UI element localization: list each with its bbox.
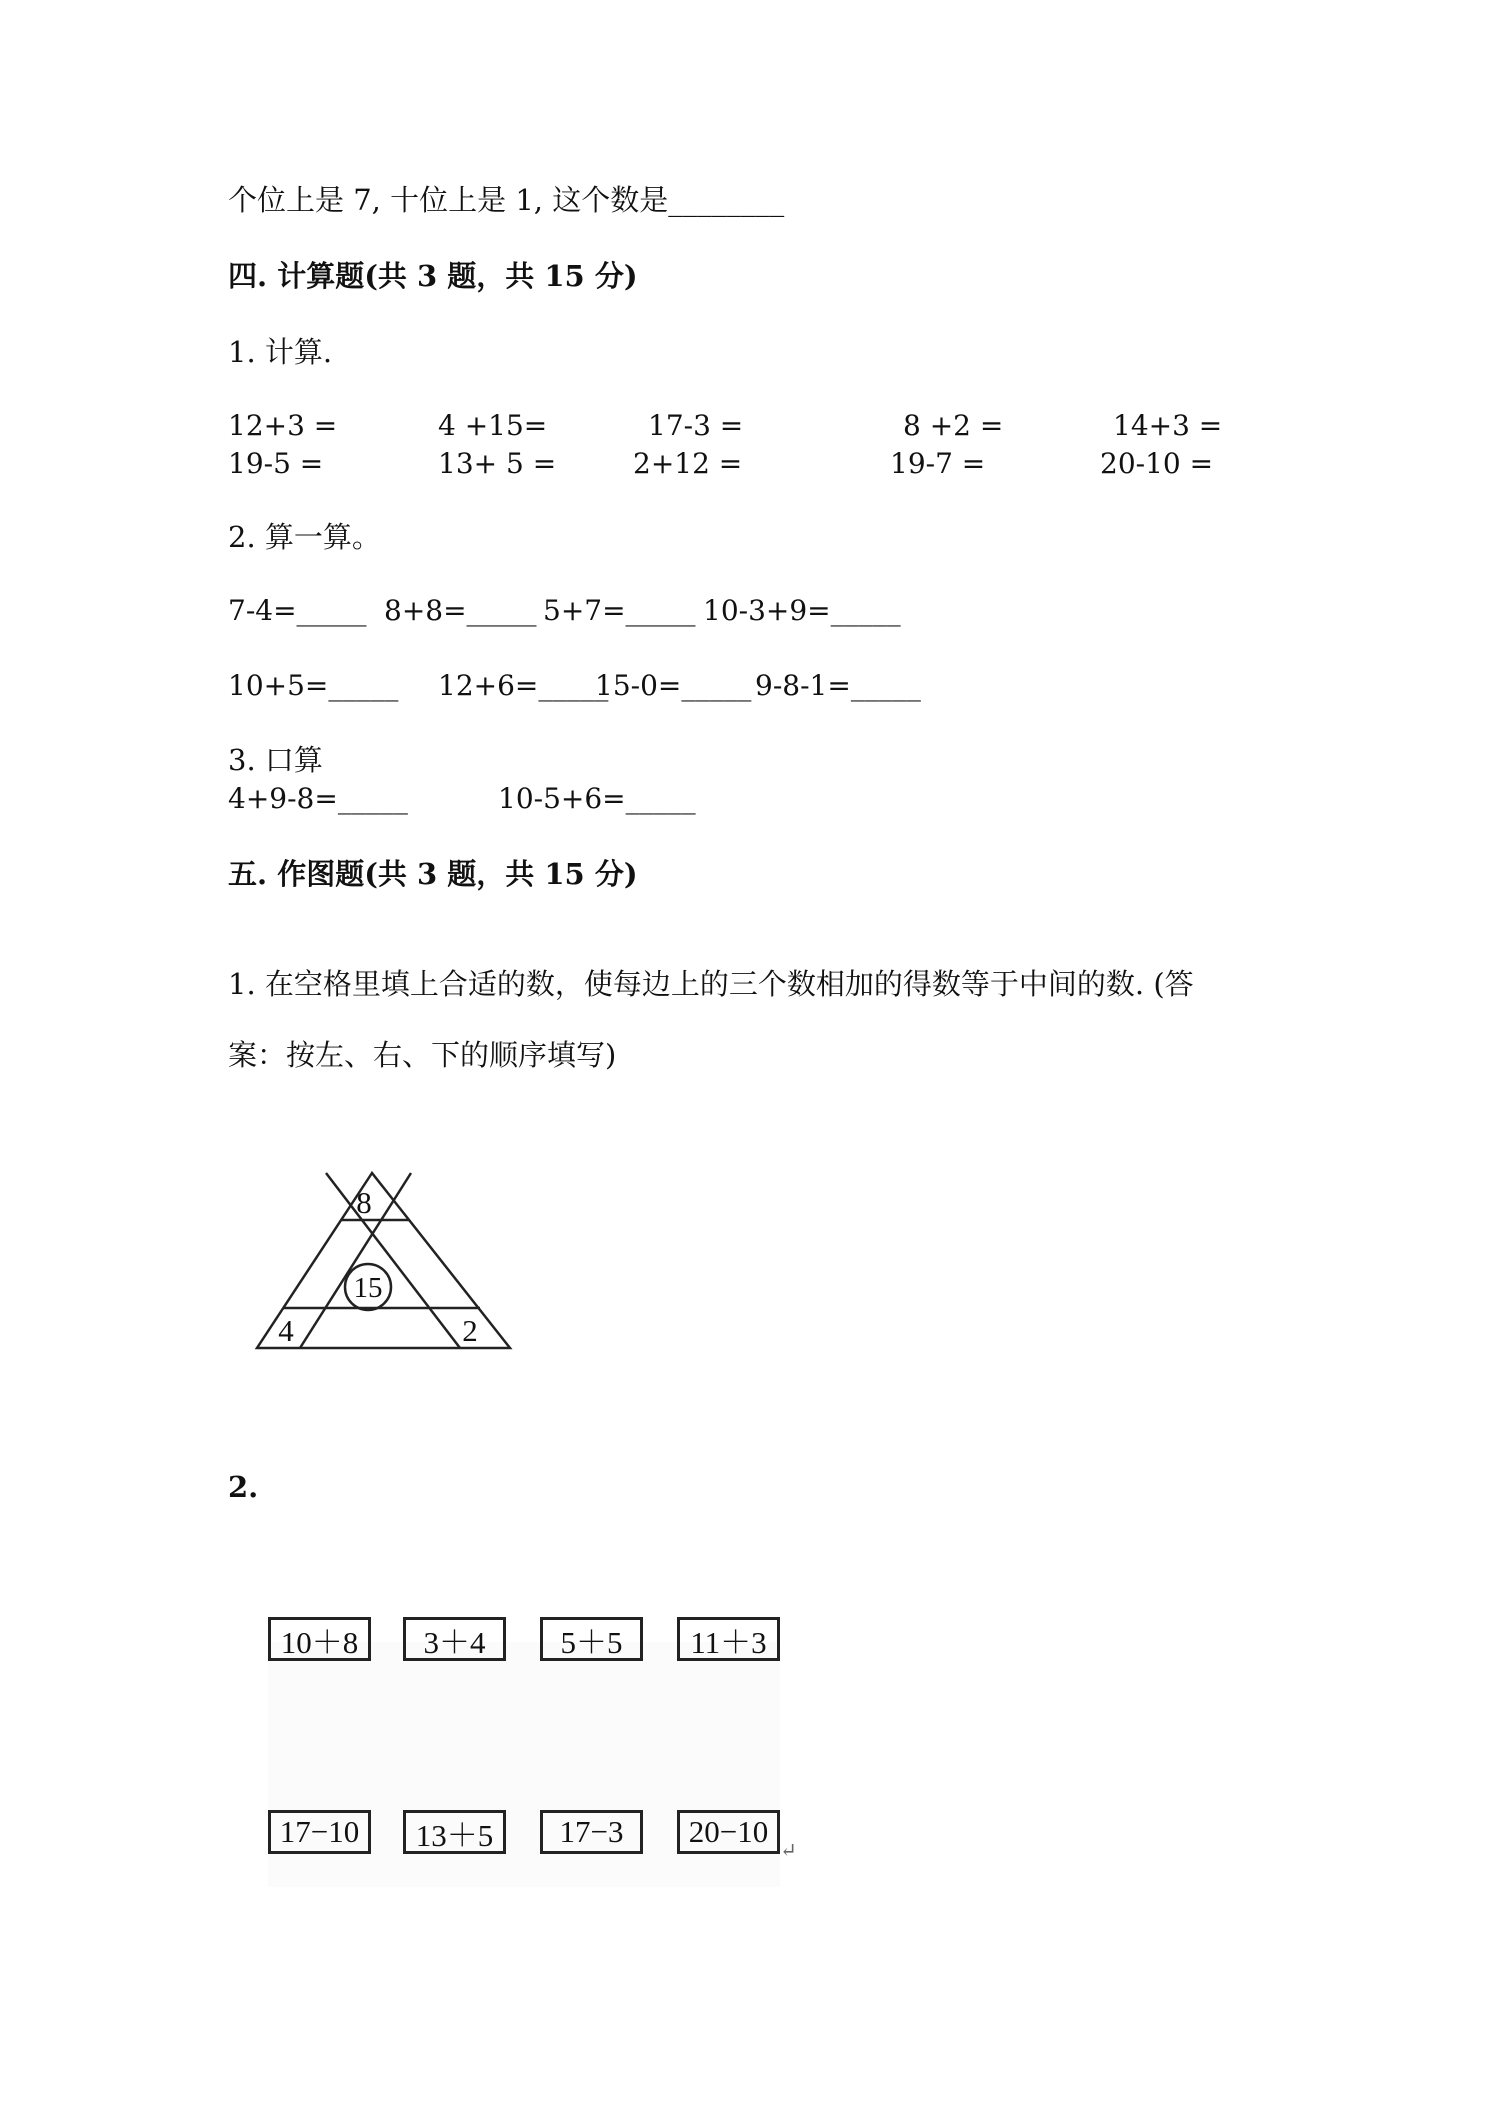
calc-item: 4 +15= xyxy=(438,409,548,442)
section-title-calculation: 四. 计算题(共 3 题，共 15 分) xyxy=(228,259,638,293)
result-box: 13＋5 xyxy=(403,1810,506,1854)
top-number: 8 xyxy=(356,1185,372,1220)
result-box: 20−10 xyxy=(677,1810,780,1854)
question-3-label: 3. 口算 xyxy=(228,743,323,777)
blank-item: 10-3+9=_____ xyxy=(703,594,901,627)
question-1-label: 1. 计算. xyxy=(228,335,333,369)
triangle-figure xyxy=(250,1165,520,1360)
calc-item: 19-7 = xyxy=(890,447,986,480)
blank-item: 7-4=_____ xyxy=(228,594,367,627)
calc-item: 19-5 = xyxy=(228,447,324,480)
expression-box: 5＋5 xyxy=(540,1617,643,1661)
right-number: 2 xyxy=(462,1313,478,1348)
calc-item: 13+ 5 = xyxy=(438,447,557,480)
expression-box: 11＋3 xyxy=(677,1617,780,1661)
question-text-line-1: 1. 在空格里填上合适的数，使每边上的三个数相加的得数等于中间的数. (答 xyxy=(228,967,1194,1001)
calc-item: 8 +2 = xyxy=(903,409,1004,442)
blank-item: 10-5+6=_____ xyxy=(498,782,696,815)
blank-item: 12+6=_____ xyxy=(438,669,609,702)
question-2-number: 2. xyxy=(228,1470,259,1504)
paragraph-return-mark: ↵ xyxy=(780,1838,797,1862)
center-number: 15 xyxy=(353,1272,383,1304)
blank-item: 8+8=_____ xyxy=(384,594,537,627)
section-title-drawing: 五. 作图题(共 3 题，共 15 分) xyxy=(228,857,638,891)
calc-item: 2+12 = xyxy=(633,447,743,480)
question-2-label: 2. 算一算。 xyxy=(228,520,381,554)
calc-item: 14+3 = xyxy=(1113,409,1223,442)
result-box: 17−10 xyxy=(268,1810,371,1854)
blank-item: 10+5=_____ xyxy=(228,669,399,702)
fill-in-blank-question: 个位上是 7, 十位上是 1, 这个数是________ xyxy=(228,183,785,217)
left-number: 4 xyxy=(278,1313,294,1348)
blank-item: 4+9-8=_____ xyxy=(228,782,408,815)
calc-item: 20-10 = xyxy=(1100,447,1214,480)
expression-box: 10＋8 xyxy=(268,1617,371,1661)
expression-box: 3＋4 xyxy=(403,1617,506,1661)
result-box: 17−3 xyxy=(540,1810,643,1854)
blank-item: 5+7=_____ xyxy=(543,594,696,627)
question-text-line-2: 案：按左、右、下的顺序填写) xyxy=(228,1038,617,1072)
blank-item: 15-0=_____ xyxy=(595,669,752,702)
calc-item: 17-3 = xyxy=(648,409,744,442)
calc-item: 12+3 = xyxy=(228,409,338,442)
blank-item: 9-8-1=_____ xyxy=(755,669,921,702)
